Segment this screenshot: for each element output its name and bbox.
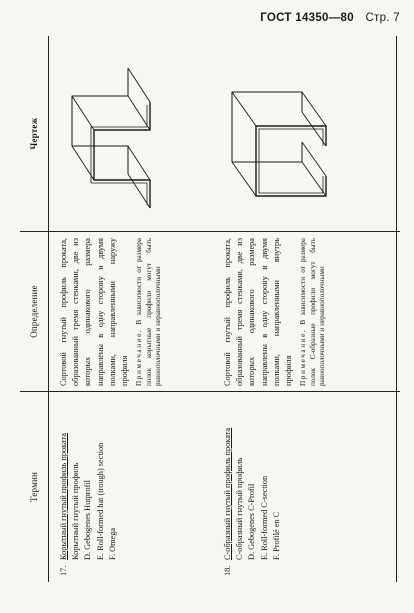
term-line: F. Profilé en C xyxy=(271,511,281,560)
note-text: В зависимости от размера полок корытные профили могут быть равнополочными и неравнополочными xyxy=(135,238,163,386)
term-cell xyxy=(222,398,283,576)
term-line: D. Gebogenes Hutprofil xyxy=(83,480,93,560)
standard-number: ГОСТ 14350—80 xyxy=(260,12,354,24)
definition-cell xyxy=(58,238,164,386)
hat-profile-front xyxy=(94,102,150,208)
c-profile-back xyxy=(232,92,302,162)
term-line: E. Roll-formed hat (trough) section xyxy=(95,442,105,560)
note-label: Примечание. xyxy=(299,328,308,386)
bottom-rule xyxy=(396,36,397,582)
definition-note xyxy=(299,238,328,386)
term-title: С-образный гнутый профиль проката xyxy=(223,427,232,560)
term-line: D. Gebogenes C-Profil xyxy=(247,483,257,560)
header-rule xyxy=(48,36,49,582)
page-header xyxy=(260,12,400,24)
hat-profile-back xyxy=(72,68,128,174)
drawing-cell xyxy=(54,40,194,226)
c-profile-drawing xyxy=(216,40,366,226)
c-profile-depth xyxy=(232,92,326,196)
term-line: E. Roll-formed C-section xyxy=(259,475,269,560)
drawing-cell xyxy=(216,40,366,226)
definition-note xyxy=(135,238,164,386)
hat-profile-depth xyxy=(72,68,150,208)
term-line: С-образный гнутый профиль xyxy=(235,457,245,560)
definition-text: Сортовой гнутый профиль проката, образованный тремя стенками, две из которых одинакового размера направлены в одну сторону и двумя полками, направленными наружу профиля xyxy=(59,238,130,386)
definition-cell xyxy=(222,238,328,386)
term-title: Корытный гнутый профиль проката xyxy=(59,433,68,560)
note-label: Примечание. xyxy=(135,328,144,386)
column-header-drawing: Чертеж xyxy=(29,117,39,150)
term-number: 17. xyxy=(59,565,68,576)
term-number: 18. xyxy=(223,565,232,576)
note-text: В зависимости от размера полок С-образные профили могут быть равнополочными и неравнополочными xyxy=(299,238,327,386)
column-header-term: Термин xyxy=(29,471,39,503)
term-line: Корытный гнутый профиль xyxy=(71,462,81,560)
column-divider xyxy=(20,231,400,232)
term-line: F. Omega xyxy=(107,527,117,560)
c-profile-inner xyxy=(259,129,323,193)
term-cell xyxy=(58,398,119,576)
terms-table xyxy=(20,36,400,582)
column-divider xyxy=(20,391,400,392)
definition-text: Сортовой гнутый профиль проката, образованный тремя стенками, две из которых одинакового размера направлены в одну сторону и двумя полками, направленными внутрь профиля xyxy=(223,238,294,386)
column-header-definition: Определение xyxy=(29,285,39,338)
rotated-table xyxy=(20,36,400,582)
page-number: Стр. 7 xyxy=(365,12,400,24)
hat-profile-drawing xyxy=(54,40,194,226)
